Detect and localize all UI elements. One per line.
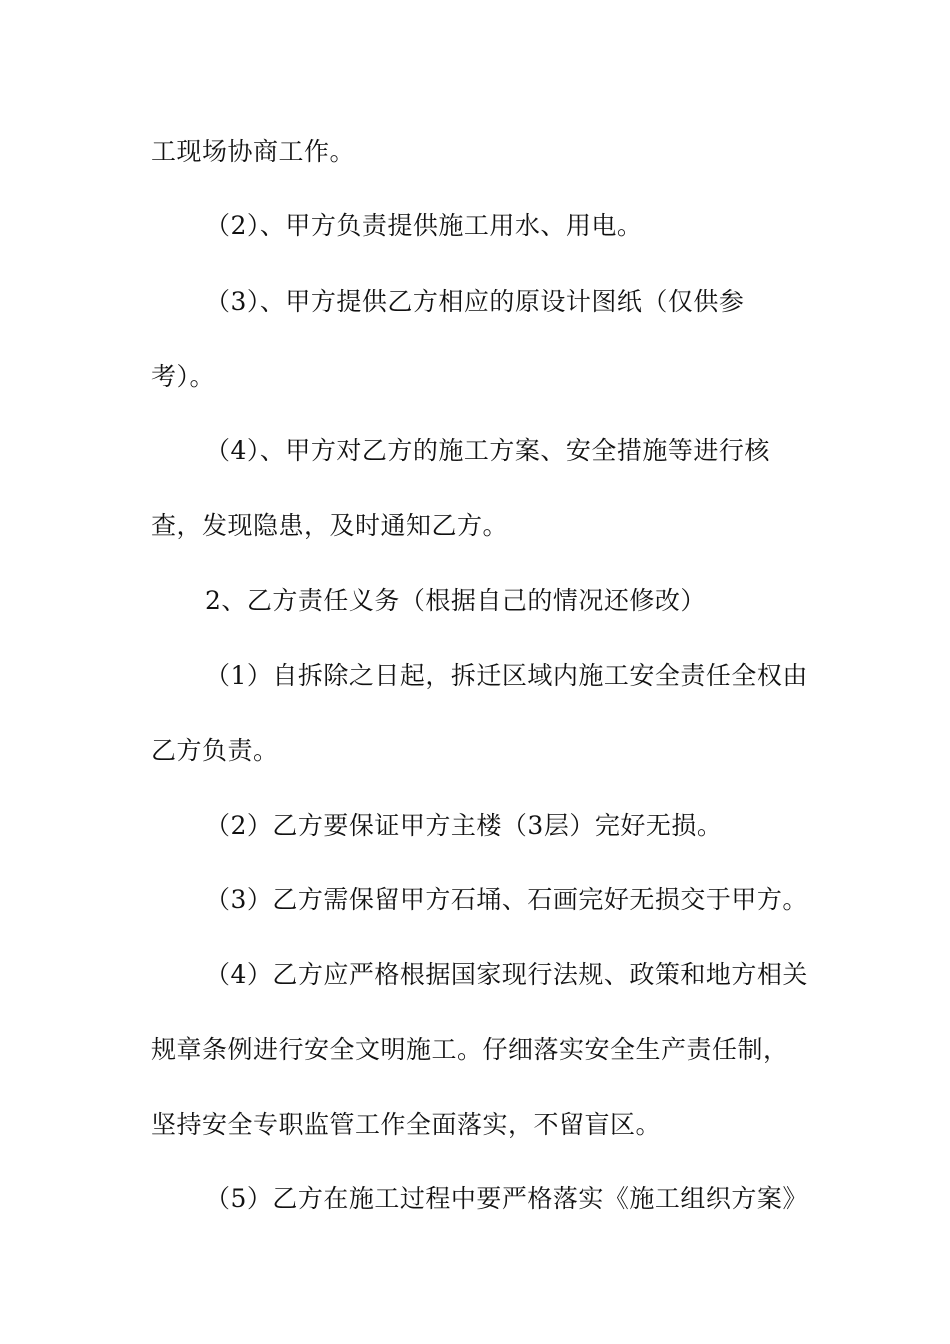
text-line: （1）自拆除之日起，拆迁区域内施工安全责任全权由 — [205, 661, 808, 690]
text-line: （3）、甲方提供乙方相应的原设计图纸（仅供参 — [205, 287, 745, 316]
text-line: 坚持安全专职监管工作全面落实，不留盲区。 — [151, 1110, 662, 1139]
text-line: 考）。 — [151, 362, 216, 391]
text-line: 2、乙方责任义务（根据自己的情况还修改） — [205, 586, 706, 615]
text-line: 工现场协商工作。 — [151, 137, 356, 166]
text-line: （4）乙方应严格根据国家现行法规、政策和地方相关 — [205, 960, 808, 989]
text-line: 乙方负责。 — [151, 736, 279, 765]
text-line: 规章条例进行安全文明施工。仔细落实安全生产责任制， — [151, 1035, 789, 1064]
text-line: （5）乙方在施工过程中要严格落实《施工组织方案》 — [205, 1184, 808, 1213]
text-line: 查，发现隐患，及时通知乙方。 — [151, 511, 509, 540]
text-line: （4）、甲方对乙方的施工方案、安全措施等进行核 — [205, 436, 770, 465]
text-line: （3）乙方需保留甲方石埇、石画完好无损交于甲方。 — [205, 885, 808, 914]
text-line: （2）乙方要保证甲方主楼（3层）完好无损。 — [205, 811, 723, 840]
text-line: （2）、甲方负责提供施工用水、用电。 — [205, 211, 643, 240]
